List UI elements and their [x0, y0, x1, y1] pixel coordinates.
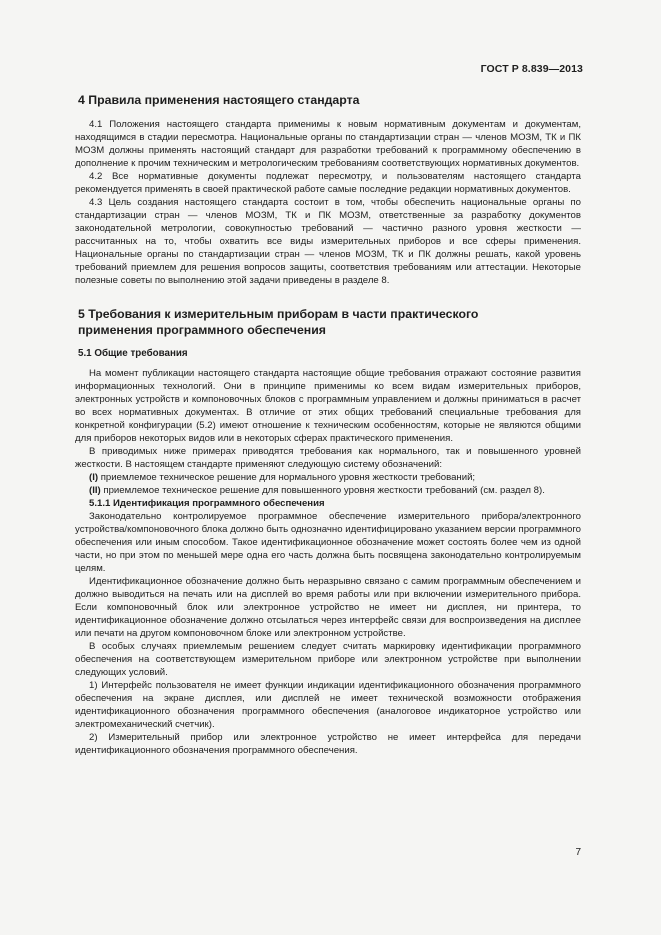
paragraph-5-1-1-b: Идентификационное обозначение должно быть неразрывно связано с самим программным обеспечением и должно выводиться на печать или на дисплей во время работы или при включении измерительного прибора. Если компоновочный блок или электронное устройство не имеет ни дисплея, ни принтера, то идентификационное обозначение должно отсылаться через интерфейс связи для воспроизведения на дисплее или печати на другом компоновочном блоке или электронном устройстве. — [75, 576, 581, 639]
list-item-high — [75, 484, 581, 497]
section-5-heading-line2: применения программного обеспечения — [78, 323, 326, 337]
section-5-heading — [75, 306, 581, 338]
paragraph-5-1-a: На момент публикации настоящего стандарта настоящие общие требования отражают состояние развития информационных технологий. Они в принципе применимы ко всем видам измерительных приборов, электронных устройств и компоновочных блоков с программным управлением и должны приниматься в расчет во всех нормативных документах. В отличие от этих общих требований специальные требования для конкретной конфигурации (5.2) имеют отношение к техническим особенностям, которые не являются общими для приборов некоторых видов или в некоторых сферах практического применения. — [75, 368, 581, 444]
list-item-high-text: приемлемое техническое решение для повышенного уровня жесткости требований (см. раздел 8). — [100, 485, 545, 496]
page-number: 7 — [575, 847, 581, 858]
paragraph-5-1-1-e: 2) Измерительный прибор или электронное устройство не имеет интерфейса для передачи идентификационного обозначения программного обеспечения. — [75, 732, 581, 756]
paragraph-5-1-b: В приводимых ниже примерах приводятся требования как нормального, так и повышенного уровней жесткости. В настоящем стандарте применяют следующую систему обозначений: — [75, 446, 581, 470]
list-item-high-label: (II) — [89, 485, 101, 496]
section-4-heading: 4 Правила применения настоящего стандарта — [78, 93, 360, 107]
list-item-normal — [75, 471, 581, 484]
paragraph-5-1-1-d: 1) Интерфейс пользователя не имеет функции индикации идентификационного обозначения программного обеспечения на экране дисплея, или дисплей не имеет технической возможности отображения идентификационного обозначения программного обеспечения (аналоговое индикаторное устройство или электромеханический счетчик). — [75, 680, 581, 730]
list-item-normal-text: приемлемое техническое решение для нормального уровня жесткости требований; — [98, 472, 476, 483]
subsection-5-1-1-heading: 5.1.1 Идентификация программного обеспечения — [89, 498, 325, 509]
list-item-normal-label: (I) — [89, 472, 99, 483]
standard-code: ГОСТ Р 8.839—2013 — [480, 63, 583, 75]
subsection-5-1-heading: 5.1 Общие требования — [78, 348, 188, 359]
paragraph-4-1: 4.1 Положения настоящего стандарта применимы к новым нормативным документам и документам, находящимся в стадии пересмотра. Национальные органы по стандартизации стран — членов МОЗМ, ТК и ПК МОЗМ должны применять настоящий стандарт для разработки требований к программному обеспечению в дополнение к прочим техническим и метрологическим требованиям соответствующих нормативных документов. — [75, 119, 581, 169]
section-5-heading-line1: 5 Требования к измерительным приборам в части практического — [78, 307, 479, 321]
paragraph-5-1-1-c: В особых случаях приемлемым решением следует считать маркировку идентификации программного обеспечения на соответствующем измерительном приборе или электронном устройстве при выполнении следующих условий. — [75, 641, 581, 678]
paragraph-4-3: 4.3 Цель создания настоящего стандарта состоит в том, чтобы обеспечить национальные органы по стандартизации стран — членов МОЗМ, ТК и ПК МОЗМ, ответственные за разработку документов законодательной метрологии, совокупностью требований — частично разного уровня жесткости — рассчитанных на то, чтобы охватить все виды измерительных приборов и все сферы применения. Национальные органы по стандартизации стран — членов МОЗМ, ТК и ПК должны решать, какой уровень требований приемлем для решения вопросов защиты, соответствия требованиям или аттестации. Некоторые полезные советы по выполнению этой задачи приведены в разделе 8. — [75, 197, 581, 286]
paragraph-5-1-1-a: Законодательно контролируемое программное обеспечение измерительного прибора/электронного устройства/компоновочного блока должно быть однозначно идентифицировано указанием версии программного обеспечения или иным способом. Такое идентификационное обозначение может состоять более чем из одной части, но при этом по меньшей мере одна его часть должна быть посвящена законодательно контролируемым целям. — [75, 511, 581, 574]
page-content — [75, 92, 581, 757]
paragraph-4-2: 4.2 Все нормативные документы подлежат пересмотру, и пользователям настоящего стандарта рекомендуется применять в своей практической работе самые последние редакции нормативных документов. — [75, 171, 581, 195]
